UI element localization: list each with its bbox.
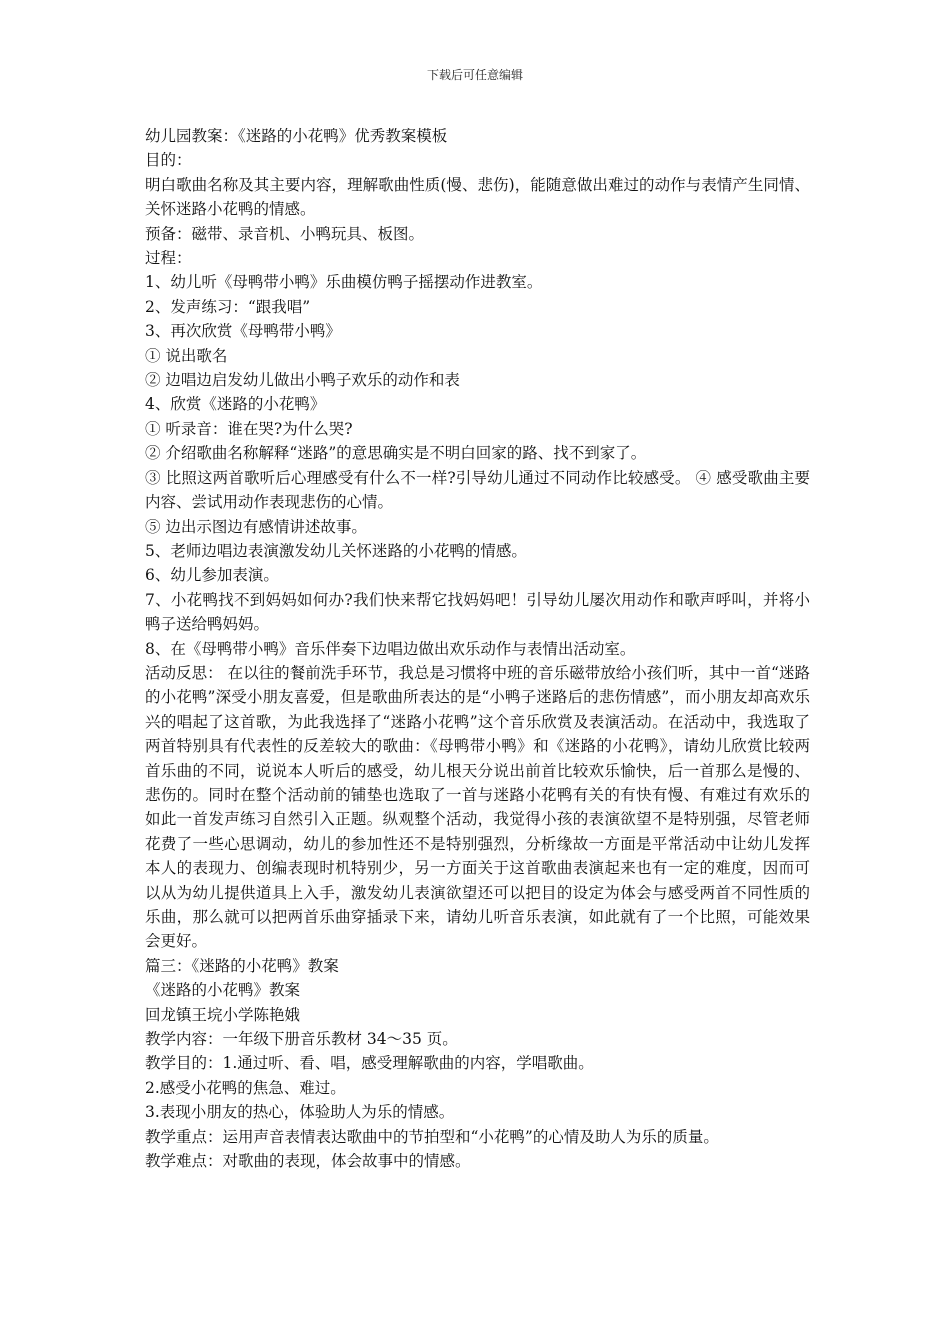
lesson-title: 《迷路的小花鸭》教案 [145, 981, 301, 1000]
process-step: 2、发声练习：“跟我唱” [145, 297, 311, 316]
process-substep: ① 说出歌名 [145, 346, 228, 365]
author-line: 回龙镇王垸小学陈艳娥 [145, 1005, 301, 1024]
process-substep: ② 边唱边启发幼儿做出小鸭子欢乐的动作和表 [145, 371, 460, 390]
lesson-goal: 3.表现小朋友的热心，体验助人为乐的情感。 [145, 1103, 455, 1122]
process-step: 5、老师边唱边表演激发幼儿关怀迷路的小花鸭的情感。 [145, 541, 527, 560]
process-step: 8、在《母鸭带小鸭》音乐伴奏下边唱边做出欢乐动作与表情出活动室。 [145, 639, 636, 658]
chapter-heading: 篇三：《迷路的小花鸭》教案 [145, 956, 339, 975]
reflection-text: 活动反思： 在以往的餐前洗手环节，我总是习惯将中班的音乐磁带放给小孩们听，其中一首“迷路的小花鸭”深受小朋友喜爱，但是歌曲所表达的是“小鸭子迷路后的悲伤情感”，而小朋友却高欢乐兴的唱起了这首歌，为此我选择了“迷路小花鸭”这个音乐欣赏及表演活动。在活动中，我选取了两首特别具有代表性的反差较大的歌曲：《母鸭带小鸭》和《迷路的小花鸭》，请幼儿欣赏比较两首乐曲的不同，说说本人听后的感受，幼儿根天分说出前首比较欢乐愉快，后一首那么是慢的、悲伤的。同时在整个活动前的铺垫也选取了一首与迷路小花鸭有关的有快有慢、有难过有欢乐的如此一首发声练习自然引入正题。纵观整个活动，我觉得小孩的表演欲望不是特别强，尽管老师花费了一些心思调动，幼儿的参加性还不是特别强烈，分析缘故一方面是平常活动中让幼儿发挥本人的表现力、创编表现时机特别少，另一方面关于这首歌曲表演起来也有一定的难度，因而可以从为幼儿提供道具上入手，激发幼儿表演欲望还可以把目的设定为体会与感受两首不同性质的乐曲，那么就可以把两首乐曲穿插录下来，请幼儿听音乐表演，如此就有了一个比照，可能效果会更好。 [145, 663, 810, 951]
lesson-goal: 2.感受小花鸭的焦急、难过。 [145, 1078, 346, 1097]
lesson-content: 教学内容：一年级下册音乐教材 34～35 页。 [145, 1030, 458, 1049]
process-step: 3、再次欣赏《母鸭带小鸭》 [145, 322, 341, 341]
preparation-text: 预备：磁带、录音机、小鸭玩具、板图。 [145, 224, 425, 243]
process-step: 4、欣赏《迷路的小花鸭》 [145, 395, 326, 414]
section-heading-purpose: 目的： [145, 151, 192, 170]
lesson-goal: 教学目的：1.通过听、看、唱，感受理解歌曲的内容，学唱歌曲。 [145, 1054, 594, 1073]
process-substep: ① 听录音：谁在哭?为什么哭? [145, 419, 353, 438]
doc-title: 幼儿园教案：《迷路的小花鸭》优秀教案模板 [145, 127, 448, 145]
process-step: 1、幼儿听《母鸭带小鸭》乐曲模仿鸭子摇摆动作进教室。 [145, 273, 543, 292]
process-substep: ③ 比照这两首歌听后心理感受有什么不一样?引导幼儿通过不同动作比较感受。 ④ 感受歌曲主要内容、尝试用动作表现悲伤的心情。 [145, 468, 810, 512]
process-step: 7、小花鸭找不到妈妈如何办?我们快来帮它找妈妈吧！引导幼儿屡次用动作和歌声呼叫，并将小鸭子送给鸭妈妈。 [145, 590, 810, 634]
process-substep: ② 介绍歌曲名称解释“迷路”的意思确实是不明白回家的路、找不到家了。 [145, 444, 647, 463]
document-body [145, 124, 810, 1173]
process-step: 6、幼儿参加表演。 [145, 566, 279, 585]
section-heading-process: 过程： [145, 249, 192, 268]
lesson-difficulty: 教学难点：对歌曲的表现，体会故事中的情感。 [145, 1152, 471, 1171]
page-header: 下载后可任意编辑 [426, 68, 523, 82]
lesson-key-point: 教学重点：运用声音表情表达歌曲中的节拍型和“小花鸭”的心情及助人为乐的质量。 [145, 1127, 719, 1146]
purpose-text: 明白歌曲名称及其主要内容，理解歌曲性质(慢、悲伤)，能随意做出难过的动作与表情产生同情、关怀迷路小花鸭的情感。 [145, 175, 810, 219]
process-substep: ⑤ 边出示图边有感情讲述故事。 [145, 517, 367, 536]
